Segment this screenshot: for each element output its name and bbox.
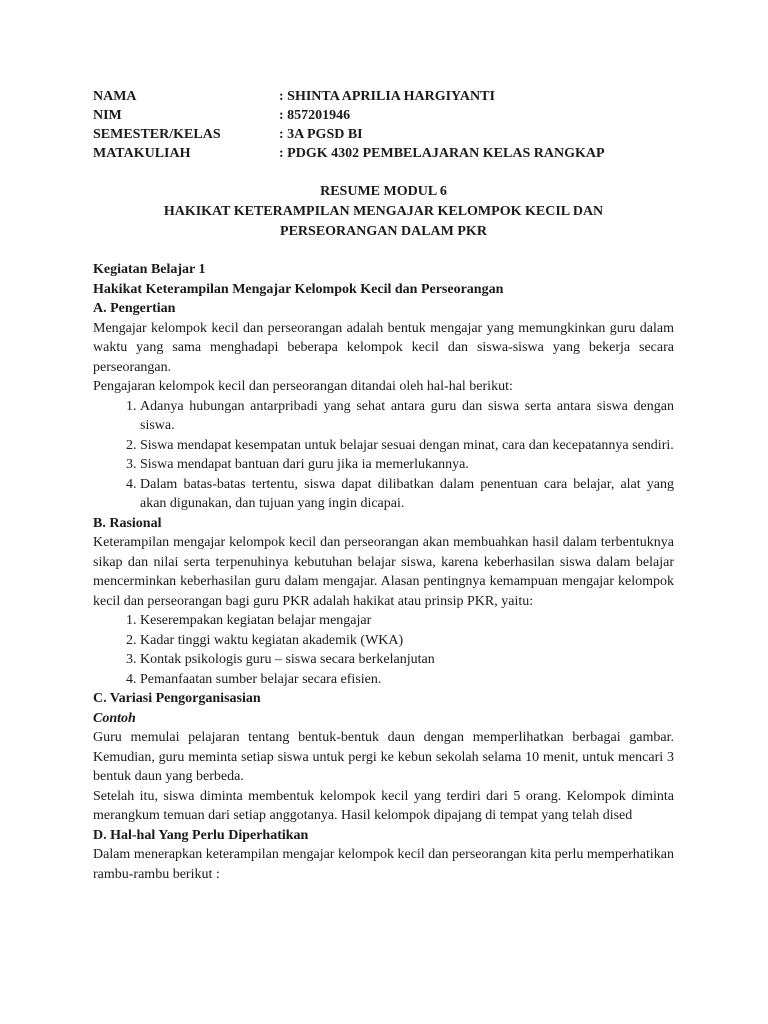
info-row-nama	[93, 87, 674, 106]
section-c	[93, 689, 674, 826]
kegiatan-subtitle: Hakikat Keterampilan Mengajar Kelompok Kecil dan Perseorangan	[93, 281, 504, 297]
paragraph: Guru memulai pelajaran tentang bentuk-bentuk daun dengan memperlihatkan berbagai gambar. Kemudian, guru meminta setiap siswa untuk pergi ke kebun sekolah selama 10 menit, untuk mencari 3 bentuk daun yang berbeda.	[93, 730, 674, 784]
section-a	[93, 299, 674, 514]
section-heading: A. Pengertian	[93, 301, 176, 316]
list-item: 1. Adanya hubungan antarpribadi yang sehat antara guru dan siswa serta antara siswa dengan siswa.	[140, 397, 674, 436]
list-item: 3. Siswa mendapat bantuan dari guru jika ia memerlukannya.	[140, 455, 674, 475]
paragraph: Dalam menerapkan keterampilan mengajar kelompok kecil dan perseorangan kita perlu memperhatikan rambu-rambu berikut :	[93, 847, 674, 882]
section-b	[93, 514, 674, 690]
section-heading: D. Hal-hal Yang Perlu Diperhatikan	[93, 827, 309, 843]
info-value: : SHINTA APRILIA HARGIYANTI	[279, 89, 495, 104]
info-row-semester	[93, 125, 674, 144]
list-item: 3. Kontak psikologis guru – siswa secara berkelanjutan	[140, 650, 674, 670]
kegiatan-label: Kegiatan Belajar 1	[93, 262, 206, 277]
info-row-matakuliah	[93, 144, 674, 163]
section-heading: B. Rasional	[93, 515, 162, 531]
section-d	[93, 826, 674, 885]
example-label: Contoh	[93, 710, 136, 726]
ordered-list	[93, 611, 674, 689]
list-item: 2. Siswa mendapat kesempatan untuk belajar sesuai dengan minat, cara dan kecepatannya sendiri.	[140, 436, 674, 456]
info-value: : PDGK 4302 PEMBELAJARAN KELAS RANGKAP	[279, 146, 605, 161]
title-line-3: PERSEORANGAN DALAM PKR	[280, 224, 487, 239]
list-item: 4. Pemanfaatan sumber belajar secara efisien.	[140, 670, 674, 690]
info-value: : 3A PGSD BI	[279, 127, 363, 142]
list-item: 4. Dalam batas-batas tertentu, siswa dapat dilibatkan dalam penentuan cara belajar, alat yang akan digunakan, dan tujuan yang ingin dicapai.	[140, 475, 674, 514]
document-title	[93, 182, 674, 242]
ordered-list	[93, 397, 674, 514]
info-label: NIM	[93, 108, 122, 123]
paragraph: Pengajaran kelompok kecil dan perseorangan ditandai oleh hal-hal berikut:	[93, 379, 513, 394]
paragraph: Keterampilan mengajar kelompok kecil dan perseorangan akan membuahkan hasil dalam terbentuknya sikap dan nilai serta terpenuhinya kebutuhan belajar siswa, karena keberhasilan siswa dalam belajar mencerminkan keberhasilan guru dalam mengajar. Alasan pentingnya kemampuan mengajar kelompok kecil dan perseorangan bagi guru PKR adalah hakikat atau prinsip PKR, yaitu:	[93, 535, 674, 609]
student-info	[93, 87, 674, 163]
document-page	[93, 87, 674, 884]
section-heading: C. Variasi Pengorganisasian	[93, 691, 261, 706]
info-label: MATAKULIAH	[93, 146, 191, 161]
title-line-2: HAKIKAT KETERAMPILAN MENGAJAR KELOMPOK KECIL DAN	[163, 204, 604, 219]
info-value: : 857201946	[279, 108, 351, 123]
info-label: NAMA	[93, 89, 137, 104]
info-label: SEMESTER/KELAS	[93, 127, 221, 142]
kegiatan-belajar	[93, 260, 674, 299]
info-row-nim	[93, 106, 674, 125]
paragraph: Mengajar kelompok kecil dan perseorangan adalah bentuk mengajar yang memungkinkan guru dalam waktu yang sama menghadapi beberapa kelompok kecil dan siswa-siswa yang bekerja secara perseorangan.	[93, 320, 674, 375]
list-item: 2. Kadar tinggi waktu kegiatan akademik (WKA)	[140, 631, 674, 651]
paragraph: Setelah itu, siswa diminta membentuk kelompok kecil yang terdiri dari 5 orang. Kelompok diminta merangkum temuan dari setiap anggotanya. Hasil kelompok dipajang di tempat yang telah dised	[93, 788, 674, 823]
list-item: 1. Keserempakan kegiatan belajar mengajar	[140, 611, 674, 631]
title-line-1: RESUME MODUL 6	[320, 184, 447, 199]
